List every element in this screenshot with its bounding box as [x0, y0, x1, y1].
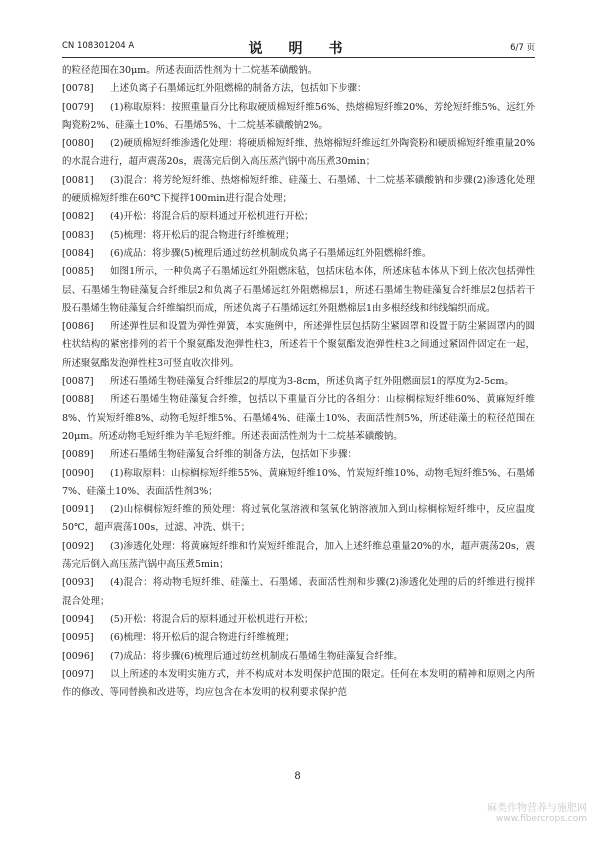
paragraph-text: 以上所述的本发明实施方式，并不构成对本发明保护范围的限定。任何在本发明的精神和原则之内所作的修改、等同替换和改进等，均应包含在本发明的权利要求保护范 [62, 668, 535, 699]
header-rule [62, 57, 535, 58]
paragraph-text: 所述石墨烯生物硅藻复合纤维层2的厚度为3-8cm，所述负离子红外阻燃面层1的厚度为2-5cm。 [110, 376, 514, 388]
paragraph-text: 所述石墨烯生物硅藻复合纤维的制备方法，包括如下步骤： [110, 449, 358, 461]
paragraph-text: (6)梳理：将开松后的混合物进行纤维梳理； [110, 632, 295, 644]
paragraph [62, 501, 535, 538]
paragraph-number: [0094] [62, 613, 94, 625]
paragraph [62, 373, 535, 391]
paragraph-text: (5)梳理：将开松后的混合物进行纤维梳理； [110, 229, 295, 241]
paragraph [62, 446, 535, 464]
page-number: 8 [294, 771, 301, 782]
paragraph [62, 208, 535, 226]
paragraph-text: (4)开松：将混合后的原料通过开松机进行开松； [110, 211, 314, 223]
paragraph-number: [0090] [62, 467, 94, 479]
paragraph-text: (7)成品：将步骤(6)梳理后通过纺丝机制成石墨烯生物硅藻复合纤维。 [110, 650, 403, 662]
paragraph [62, 629, 535, 647]
page-indicator: 6/7 页 [510, 43, 535, 53]
paragraph-text: (4)混合：将动物毛短纤维、硅藻土、石墨烯、表面活性剂和步骤(2)渗透化处理的后的纤维进行搅拌混合处理； [62, 577, 535, 607]
paragraph-text: 的粒径范围在30μm。所述表面活性剂为十二烷基苯磺酸钠。 [62, 65, 318, 76]
paragraph-text: (2)山棕榈棕短纤维的预处理：将过氧化氢溶液和氢氧化钠溶液加入到山棕榈棕短纤维中，反应温度50℃，超声震荡100s，过滤、冲洗、烘干； [62, 504, 535, 534]
paragraph [62, 245, 535, 263]
page-header [62, 38, 535, 56]
paragraph [62, 391, 535, 446]
site-watermark [447, 799, 587, 824]
paragraph-text: 上述负离子石墨烯远红外阻燃棉的制备方法，包括如下步骤： [110, 83, 367, 95]
watermark-url: www.fibercrops.com [496, 814, 587, 824]
paragraph [62, 99, 535, 136]
paragraph-number: [0091] [62, 504, 94, 516]
paragraph [62, 574, 535, 611]
paragraph-number: [0087] [62, 376, 94, 388]
paragraph-text: 所述弹性层和设置为弹性弹簧，本实施例中，所述弹性层包括防尘紧固罩和设置于防尘紧固罩内的圆柱状结构的紧密排列的若干个聚氨酯发泡弹性柱3，所述若干个聚氨酯发泡弹性柱3之间通过紧固件固定在一起，所述聚氨酯发泡弹性柱3可竖直收次排列。 [62, 321, 535, 369]
document-type-title: 说 明 书 [248, 41, 349, 57]
paragraph-number: [0081] [62, 174, 94, 186]
paragraph [62, 62, 535, 80]
paragraph-number: [0086] [62, 321, 94, 333]
paragraph-text: (6)成品：将步骤(5)梳理后通过纺丝机制成负离子石墨烯远红外阻燃棉纤维。 [110, 247, 432, 259]
paragraph-text: (2)硬质棉短纤维渗透化处理：将硬质棉短纤维、热熔棉短纤维远红外陶瓷粉和硬质棉短纤维重量20%的水混合进行，超声震荡20s，震荡完后倒入高压蒸汽锅中高压煮30min； [62, 138, 535, 168]
paragraph-number: [0089] [62, 449, 94, 461]
paragraph-number: [0095] [62, 632, 94, 644]
paragraph-text: (3)渗透化处理：将黄麻短纤维和竹炭短纤维混合，加入上述纤维总重量20%的水，超声震荡20s，震荡完后倒入高压蒸汽锅中高压煮5min； [62, 540, 535, 571]
paragraph-number: [0084] [62, 247, 94, 259]
document-body [62, 62, 535, 702]
paragraph-number: [0080] [62, 138, 94, 150]
watermark-name: 麻类作物营养与施肥网 [487, 803, 587, 814]
paragraph-number: [0093] [62, 577, 94, 589]
paragraph [62, 263, 535, 318]
paragraph [62, 666, 535, 703]
paragraph-text: 所述石墨烯生物硅藻复合纤维，包括以下重量百分比的各组分：山棕榈棕短纤维60%、黄麻短纤维8%、竹炭短纤维8%、动物毛短纤维5%、石墨烯4%、硅藻土10%、表面活性剂5%，所述硅藻土的粒径范围在20μm。所述动物毛短纤维为羊毛短纤维。所述表面活性剂为十二烷基苯磺酸钠。 [62, 394, 535, 442]
paragraph-number: [0079] [62, 101, 94, 113]
paragraph [62, 135, 535, 172]
paragraph-text: 如图1所示，一种负离子石墨烯远红外阻燃床毡，包括床毡本体，所述床毡本体从下到上依次包括弹性层、石墨烯生物硅藻复合纤维层2和负离子石墨烯远红外阻燃棉层1，所述石墨烯生物硅藻复合纤维层2包括若干股石墨烯生物硅藻复合纤维编织而成，所述负离子石墨烯远红外阻燃棉层1由多根经线和纬线编织而成。 [62, 266, 535, 314]
paragraph-number: [0092] [62, 540, 94, 552]
paragraph [62, 538, 535, 575]
paragraph-number: [0078] [62, 83, 94, 95]
paragraph-number: [0097] [62, 668, 94, 680]
paragraph-number: [0082] [62, 211, 94, 223]
paragraph [62, 172, 535, 209]
paragraph [62, 465, 535, 502]
paragraph [62, 227, 535, 245]
paragraph [62, 318, 535, 373]
paragraph-text: (1)称取原料：按照重量百分比称取硬质棉短纤维56%、热熔棉短纤维20%、芳纶短纤维5%、远红外陶瓷粉2%、硅藻土10%、石墨烯5%、十二烷基苯磺酸钠2%。 [62, 101, 535, 131]
paragraph [62, 80, 535, 98]
paragraph-text: (5)开松：将混合后的原料通过开松机进行开松； [110, 613, 314, 625]
paragraph-number: [0083] [62, 229, 94, 241]
paragraph-text: (3)混合：将芳纶短纤维、热熔棉短纤维、硅藻土、石墨烯、十二烷基苯磺酸钠和步骤(2)渗透化处理的硬质棉短纤维在60℃下搅拌100min进行混合处理； [62, 174, 535, 205]
paragraph-number: [0085] [62, 266, 94, 278]
paragraph [62, 611, 535, 629]
paragraph-number: [0096] [62, 650, 94, 662]
paragraph-text: (1)称取原料：山棕榈棕短纤维55%、黄麻短纤维10%、竹炭短纤维10%、动物毛短纤维5%、石墨烯7%、硅藻土10%、表面活性剂3%； [62, 467, 535, 497]
paragraph-number: [0088] [62, 394, 94, 406]
publication-number: CN 108301204 A [62, 41, 135, 51]
paragraph [62, 648, 535, 666]
